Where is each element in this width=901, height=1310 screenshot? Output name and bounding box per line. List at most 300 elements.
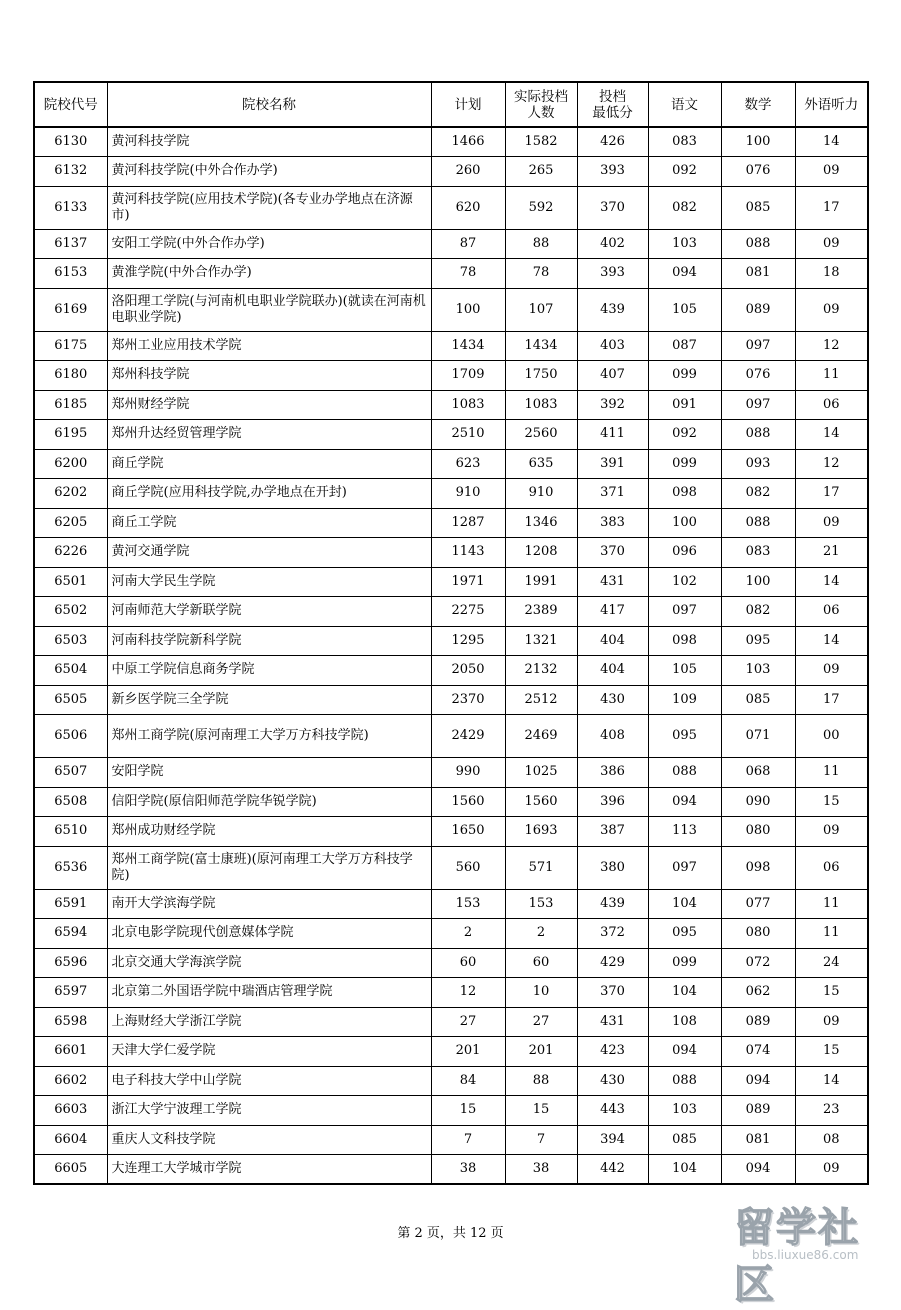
watermark-logo [732,1196,898,1308]
math-cell: 076 [721,361,795,391]
name-cell: 河南师范大学新联学院 [107,597,431,627]
listening-cell: 09 [795,157,868,187]
name-cell: 郑州财经学院 [107,390,431,420]
listening-cell: 14 [795,1066,868,1096]
min-score-cell: 380 [577,846,648,889]
table-row [34,1007,868,1037]
plan-cell: 260 [431,157,505,187]
chinese-cell: 087 [648,331,721,361]
actual-cell: 1434 [505,331,577,361]
table-row [34,361,868,391]
name-cell: 郑州科技学院 [107,361,431,391]
name-cell: 郑州成功财经学院 [107,817,431,847]
math-cell: 068 [721,758,795,788]
chinese-cell: 097 [648,846,721,889]
header-row [34,82,868,127]
plan-cell: 1295 [431,626,505,656]
chinese-cell: 097 [648,597,721,627]
table-row [34,288,868,331]
min-score-cell: 443 [577,1096,648,1126]
listening-cell: 11 [795,361,868,391]
actual-cell: 1750 [505,361,577,391]
plan-cell: 1083 [431,390,505,420]
listening-cell: 06 [795,597,868,627]
actual-cell: 107 [505,288,577,331]
plan-cell: 2370 [431,685,505,715]
code-cell: 6601 [34,1037,107,1067]
chinese-cell: 108 [648,1007,721,1037]
chinese-cell: 088 [648,758,721,788]
code-cell: 6185 [34,390,107,420]
actual-cell: 153 [505,889,577,919]
table-row [34,846,868,889]
min-score-cell: 417 [577,597,648,627]
listening-cell: 09 [795,229,868,259]
min-score-cell: 404 [577,626,648,656]
plan-cell: 87 [431,229,505,259]
watermark-logo-text: 留学社区 [734,1205,860,1308]
table-row [34,479,868,509]
table-row [34,758,868,788]
chinese-cell: 094 [648,787,721,817]
listening-cell: 15 [795,1037,868,1067]
plan-cell: 15 [431,1096,505,1126]
math-cell: 089 [721,288,795,331]
min-score-cell: 386 [577,758,648,788]
math-cell: 103 [721,656,795,686]
code-cell: 6169 [34,288,107,331]
math-cell: 089 [721,1096,795,1126]
page-footer: 第 2 页，共 12 页 [397,1226,504,1241]
min-score-cell: 370 [577,978,648,1008]
header-actual-line2: 人数 [527,104,555,121]
code-cell: 6507 [34,758,107,788]
name-cell: 北京电影学院现代创意媒体学院 [107,919,431,949]
chinese-cell: 105 [648,288,721,331]
code-cell: 6536 [34,846,107,889]
math-cell: 072 [721,948,795,978]
math-cell: 097 [721,331,795,361]
plan-cell: 60 [431,948,505,978]
min-score-cell: 403 [577,331,648,361]
name-cell: 安阳学院 [107,758,431,788]
code-cell: 6133 [34,186,107,229]
chinese-cell: 083 [648,127,721,157]
table-row [34,889,868,919]
math-cell: 100 [721,567,795,597]
min-score-cell: 370 [577,538,648,568]
table-row [34,331,868,361]
plan-cell: 1466 [431,127,505,157]
header-min-score [577,82,648,127]
actual-cell: 60 [505,948,577,978]
code-cell: 6594 [34,919,107,949]
table-row [34,626,868,656]
actual-cell: 88 [505,1066,577,1096]
plan-cell: 1650 [431,817,505,847]
listening-cell: 12 [795,331,868,361]
plan-cell: 990 [431,758,505,788]
header-code: 院校代号 [34,82,107,127]
listening-cell: 17 [795,479,868,509]
table-row [34,1037,868,1067]
plan-cell: 27 [431,1007,505,1037]
math-cell: 095 [721,626,795,656]
header-min-line1: 投档 [599,88,626,105]
plan-cell: 1287 [431,508,505,538]
actual-cell: 1693 [505,817,577,847]
code-cell: 6510 [34,817,107,847]
actual-cell: 1208 [505,538,577,568]
actual-cell: 7 [505,1125,577,1155]
math-cell: 098 [721,846,795,889]
table-row [34,656,868,686]
name-cell: 黄河交通学院 [107,538,431,568]
chinese-cell: 099 [648,361,721,391]
code-cell: 6598 [34,1007,107,1037]
table-row [34,978,868,1008]
listening-cell: 15 [795,787,868,817]
header-math: 数学 [721,82,795,127]
chinese-cell: 094 [648,259,721,289]
math-cell: 080 [721,919,795,949]
header-min-line2: 最低分 [592,104,633,121]
listening-cell: 18 [795,259,868,289]
header-name: 院校名称 [107,82,431,127]
table-row [34,538,868,568]
code-cell: 6506 [34,715,107,758]
listening-cell: 09 [795,1007,868,1037]
min-score-cell: 392 [577,390,648,420]
actual-cell: 27 [505,1007,577,1037]
chinese-cell: 109 [648,685,721,715]
code-cell: 6130 [34,127,107,157]
code-cell: 6202 [34,479,107,509]
listening-cell: 09 [795,1155,868,1185]
name-cell: 天津大学仁爱学院 [107,1037,431,1067]
chinese-cell: 088 [648,1066,721,1096]
plan-cell: 78 [431,259,505,289]
table-row [34,229,868,259]
actual-cell: 1321 [505,626,577,656]
min-score-cell: 430 [577,1066,648,1096]
min-score-cell: 387 [577,817,648,847]
min-score-cell: 383 [577,508,648,538]
name-cell: 新乡医学院三全学院 [107,685,431,715]
plan-cell: 623 [431,449,505,479]
table-row [34,787,868,817]
name-cell: 中原工学院信息商务学院 [107,656,431,686]
math-cell: 081 [721,259,795,289]
table-row [34,817,868,847]
code-cell: 6505 [34,685,107,715]
math-cell: 080 [721,817,795,847]
plan-cell: 2 [431,919,505,949]
code-cell: 6602 [34,1066,107,1096]
math-cell: 074 [721,1037,795,1067]
listening-cell: 11 [795,919,868,949]
plan-cell: 910 [431,479,505,509]
code-cell: 6137 [34,229,107,259]
table-row [34,420,868,450]
math-cell: 082 [721,479,795,509]
chinese-cell: 099 [648,948,721,978]
chinese-cell: 104 [648,889,721,919]
table-row [34,157,868,187]
math-cell: 100 [721,127,795,157]
code-cell: 6132 [34,157,107,187]
code-cell: 6205 [34,508,107,538]
table-row [34,390,868,420]
chinese-cell: 113 [648,817,721,847]
header-actual-line1: 实际投档 [514,88,568,105]
actual-cell: 2469 [505,715,577,758]
actual-cell: 635 [505,449,577,479]
math-cell: 093 [721,449,795,479]
min-score-cell: 426 [577,127,648,157]
plan-cell: 620 [431,186,505,229]
table-row [34,1066,868,1096]
actual-cell: 1582 [505,127,577,157]
name-cell: 河南大学民生学院 [107,567,431,597]
min-score-cell: 439 [577,889,648,919]
actual-cell: 910 [505,479,577,509]
chinese-cell: 092 [648,157,721,187]
listening-cell: 09 [795,288,868,331]
math-cell: 097 [721,390,795,420]
min-score-cell: 391 [577,449,648,479]
actual-cell: 10 [505,978,577,1008]
actual-cell: 38 [505,1155,577,1185]
listening-cell: 24 [795,948,868,978]
name-cell: 大连理工大学城市学院 [107,1155,431,1185]
table-row [34,1125,868,1155]
actual-cell: 201 [505,1037,577,1067]
chinese-cell: 103 [648,229,721,259]
listening-cell: 14 [795,567,868,597]
table-row [34,449,868,479]
code-cell: 6503 [34,626,107,656]
code-cell: 6597 [34,978,107,1008]
listening-cell: 17 [795,186,868,229]
chinese-cell: 092 [648,420,721,450]
listening-cell: 00 [795,715,868,758]
name-cell: 黄河科技学院 [107,127,431,157]
min-score-cell: 431 [577,1007,648,1037]
listening-cell: 09 [795,817,868,847]
table-row [34,567,868,597]
min-score-cell: 371 [577,479,648,509]
plan-cell: 1434 [431,331,505,361]
actual-cell: 592 [505,186,577,229]
code-cell: 6180 [34,361,107,391]
name-cell: 商丘学院(应用科技学院,办学地点在开封) [107,479,431,509]
chinese-cell: 098 [648,479,721,509]
listening-cell: 14 [795,127,868,157]
code-cell: 6596 [34,948,107,978]
min-score-cell: 396 [577,787,648,817]
name-cell: 商丘工学院 [107,508,431,538]
min-score-cell: 430 [577,685,648,715]
plan-cell: 7 [431,1125,505,1155]
min-score-cell: 423 [577,1037,648,1067]
listening-cell: 11 [795,758,868,788]
plan-cell: 84 [431,1066,505,1096]
listening-cell: 09 [795,656,868,686]
table-row [34,948,868,978]
math-cell: 090 [721,787,795,817]
actual-cell: 2132 [505,656,577,686]
actual-cell: 265 [505,157,577,187]
listening-cell: 08 [795,1125,868,1155]
plan-cell: 1709 [431,361,505,391]
chinese-cell: 098 [648,626,721,656]
chinese-cell: 105 [648,656,721,686]
listening-cell: 17 [795,685,868,715]
plan-cell: 153 [431,889,505,919]
math-cell: 085 [721,685,795,715]
min-score-cell: 393 [577,259,648,289]
min-score-cell: 439 [577,288,648,331]
chinese-cell: 094 [648,1037,721,1067]
name-cell: 郑州升达经贸管理学院 [107,420,431,450]
math-cell: 088 [721,229,795,259]
math-cell: 094 [721,1155,795,1185]
name-cell: 上海财经大学浙江学院 [107,1007,431,1037]
chinese-cell: 095 [648,715,721,758]
name-cell: 重庆人文科技学院 [107,1125,431,1155]
plan-cell: 2050 [431,656,505,686]
min-score-cell: 408 [577,715,648,758]
listening-cell: 06 [795,390,868,420]
chinese-cell: 091 [648,390,721,420]
name-cell: 安阳工学院(中外合作办学) [107,229,431,259]
name-cell: 郑州工商学院(富士康班)(原河南理工大学万方科技学院) [107,846,431,889]
chinese-cell: 099 [648,449,721,479]
code-cell: 6604 [34,1125,107,1155]
actual-cell: 88 [505,229,577,259]
math-cell: 071 [721,715,795,758]
actual-cell: 78 [505,259,577,289]
table-row [34,715,868,758]
plan-cell: 201 [431,1037,505,1067]
name-cell: 信阳学院(原信阳师范学院华锐学院) [107,787,431,817]
code-cell: 6501 [34,567,107,597]
min-score-cell: 411 [577,420,648,450]
name-cell: 郑州工业应用技术学院 [107,331,431,361]
actual-cell: 1346 [505,508,577,538]
math-cell: 088 [721,420,795,450]
math-cell: 081 [721,1125,795,1155]
min-score-cell: 370 [577,186,648,229]
header-plan: 计划 [431,82,505,127]
header-actual [505,82,577,127]
code-cell: 6502 [34,597,107,627]
code-cell: 6591 [34,889,107,919]
math-cell: 088 [721,508,795,538]
plan-cell: 2275 [431,597,505,627]
table-row [34,685,868,715]
code-cell: 6508 [34,787,107,817]
chinese-cell: 096 [648,538,721,568]
plan-cell: 2510 [431,420,505,450]
table-row [34,1096,868,1126]
code-cell: 6605 [34,1155,107,1185]
chinese-cell: 104 [648,1155,721,1185]
actual-cell: 571 [505,846,577,889]
min-score-cell: 407 [577,361,648,391]
table-row [34,508,868,538]
chinese-cell: 082 [648,186,721,229]
math-cell: 082 [721,597,795,627]
name-cell: 黄淮学院(中外合作办学) [107,259,431,289]
listening-cell: 14 [795,420,868,450]
listening-cell: 21 [795,538,868,568]
listening-cell: 15 [795,978,868,1008]
table-body [34,127,868,1184]
listening-cell: 14 [795,626,868,656]
actual-cell: 2389 [505,597,577,627]
listening-cell: 09 [795,508,868,538]
chinese-cell: 103 [648,1096,721,1126]
plan-cell: 560 [431,846,505,889]
plan-cell: 12 [431,978,505,1008]
name-cell: 浙江大学宁波理工学院 [107,1096,431,1126]
math-cell: 083 [721,538,795,568]
actual-cell: 2 [505,919,577,949]
chinese-cell: 085 [648,1125,721,1155]
chinese-cell: 104 [648,978,721,1008]
math-cell: 077 [721,889,795,919]
table-row [34,919,868,949]
code-cell: 6200 [34,449,107,479]
header-chinese: 语文 [648,82,721,127]
min-score-cell: 442 [577,1155,648,1185]
actual-cell: 1025 [505,758,577,788]
plan-cell: 100 [431,288,505,331]
min-score-cell: 431 [577,567,648,597]
name-cell: 黄河科技学院(应用技术学院)(各专业办学地点在济源市) [107,186,431,229]
min-score-cell: 394 [577,1125,648,1155]
code-cell: 6226 [34,538,107,568]
name-cell: 黄河科技学院(中外合作办学) [107,157,431,187]
actual-cell: 2512 [505,685,577,715]
listening-cell: 12 [795,449,868,479]
listening-cell: 23 [795,1096,868,1126]
chinese-cell: 102 [648,567,721,597]
listening-cell: 11 [795,889,868,919]
header-listening: 外语听力 [795,82,868,127]
admission-table [33,81,869,1185]
name-cell: 商丘学院 [107,449,431,479]
min-score-cell: 372 [577,919,648,949]
min-score-cell: 393 [577,157,648,187]
actual-cell: 1560 [505,787,577,817]
actual-cell: 2560 [505,420,577,450]
name-cell: 河南科技学院新科学院 [107,626,431,656]
table-row [34,1155,868,1185]
listening-cell: 06 [795,846,868,889]
name-cell: 北京交通大学海滨学院 [107,948,431,978]
math-cell: 089 [721,1007,795,1037]
name-cell: 郑州工商学院(原河南理工大学万方科技学院) [107,715,431,758]
chinese-cell: 095 [648,919,721,949]
code-cell: 6153 [34,259,107,289]
name-cell: 洛阳理工学院(与河南机电职业学院联办)(就读在河南机电职业学院) [107,288,431,331]
plan-cell: 2429 [431,715,505,758]
code-cell: 6175 [34,331,107,361]
name-cell: 北京第二外国语学院中瑞酒店管理学院 [107,978,431,1008]
